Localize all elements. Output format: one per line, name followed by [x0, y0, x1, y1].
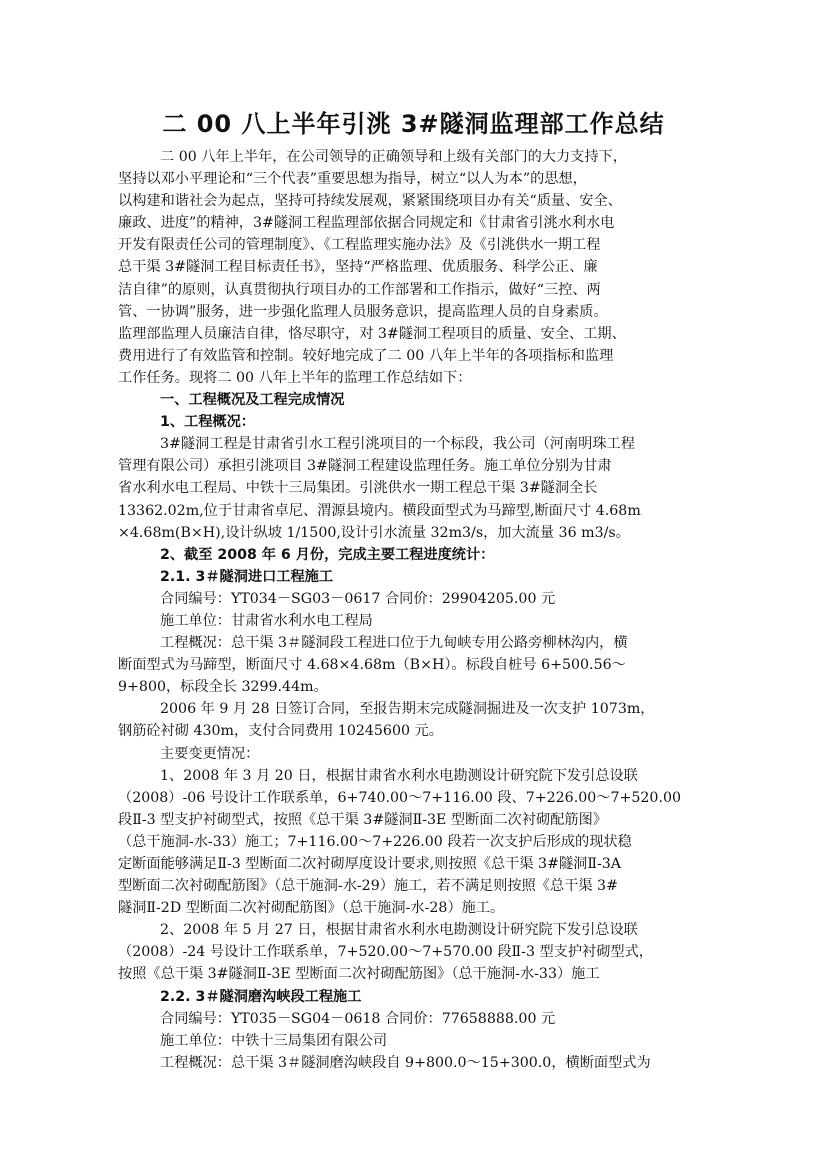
section-heading-line: 一、工程概况及工程完成情况 — [160, 392, 345, 409]
paragraph-line: 总干渠 3#隧洞工程目标责任书》，坚持“严格监理、优质服务、科学公正、廉 — [118, 259, 598, 276]
section-heading-line: 2、截至 2008 年 6 月份，完成主要工程进度统计： — [160, 546, 495, 563]
paragraph-line: 洁自律”的原则，认真贯彻执行项目办的工作部署和工作指示，做好“三控、两 — [118, 281, 601, 298]
paragraph-line: 按照《总干渠 3#隧洞Ⅱ-3E 型断面二次衬砌配筋图》（总干施洞-水-33）施工 — [118, 966, 600, 983]
paragraph-line: 型断面二次衬砌配筋图》（总干施洞-水-29）施工，若不满足则按照《总干渠 3# — [118, 878, 618, 895]
paragraph-line: 3#隧洞工程是甘肃省引水工程引洮项目的一个标段，我公司（河南明珠工程 — [160, 436, 635, 453]
paragraph-line: 定断面能够满足Ⅱ-3 型断面二次衬砌厚度设计要求,则按照《总干渠 3#隧洞Ⅱ-3A — [118, 856, 622, 872]
paragraph-line: 管、一协调”服务，进一步强化监理人员服务意识，提高监理人员的自身素质。 — [118, 303, 608, 320]
paragraph-line: 合同编号：YT034－SG03－0617 合同价：29904205.00 元 — [160, 590, 556, 607]
paragraph-line: 13362.02m,位于甘肃省卓尼、渭源县境内。横段面型式为马蹄型,断面尺寸 4.68m — [118, 502, 641, 519]
section-heading-line: 2.1. 3＃隧洞进口工程施工 — [160, 568, 334, 585]
paragraph-line: 施工单位：中铁十三局集团有限公司 — [160, 1032, 388, 1049]
paragraph-line: 9+800，标段全长 3299.44m。 — [118, 679, 328, 696]
paragraph-line: 工作任务。现将二 00 八年上半年的监理工作总结如下： — [118, 369, 472, 386]
paragraph-line: 隧洞Ⅱ-2D 型断面二次衬砌配筋图》（总干施洞-水-28）施工。 — [118, 900, 505, 917]
paragraph-line: 施工单位：甘肃省水利水电工程局 — [160, 612, 373, 629]
paragraph-line: 坚持以邓小平理论和“三个代表”重要思想为指导，树立“以人为本”的思想， — [118, 171, 587, 188]
section-heading-line: 2.2. 3＃隧洞磨沟峡段工程施工 — [160, 988, 362, 1005]
paragraph-line: 省水利水电工程局、中铁十三局集团。引洮供水一期工程总干渠 3#隧洞全长 — [118, 480, 598, 497]
section-heading-line: 1、工程概况： — [160, 414, 255, 431]
paragraph-line: 合同编号：YT035－SG04－0618 合同价：77658888.00 元 — [160, 1010, 556, 1027]
paragraph-line: 二 00 八年上半年，在公司领导的正确领导和上级有关部门的大力支持下， — [160, 149, 627, 165]
paragraph-line: 钢筋砼衬砌 430m，支付合同费用 10245600 元。 — [118, 723, 443, 740]
paragraph-line: 廉政、进度”的精神，3#隧洞工程监理部依据合同规定和《甘肃省引洮水利水电 — [118, 215, 615, 232]
paragraph-line: 1、2008 年 3 月 20 日，根据甘肃省水利水电勘测设计研究院下发引总设联 — [160, 767, 638, 784]
document-body — [118, 146, 710, 1074]
paragraph-line: 2、2008 年 5 月 27 日，根据甘肃省水利水电勘测设计研究院下发引总设联 — [160, 922, 638, 939]
paragraph-line: 工程概况：总干渠 3＃隧洞段工程进口位于九甸峡专用公路旁柳林沟内，横 — [160, 635, 628, 652]
paragraph-line: （2008）-24 号设计工作联系单，7+520.00～7+570.00 段Ⅱ-3 型支护衬砌型式， — [118, 944, 653, 961]
paragraph-line: 费用进行了有效监管和控制。较好地完成了二 00 八年上半年的各项指标和监理 — [118, 347, 614, 364]
paragraph-line: 监理部监理人员廉洁自律，恪尽职守，对 3#隧洞工程项目的质量、安全、工期、 — [118, 325, 626, 342]
paragraph-line: 2006 年 9 月 28 日签订合同，至报告期末完成隧洞掘进及一次支护 1073m， — [160, 701, 655, 718]
document-title: 二 00 八上半年引洮 3#隧洞监理部工作总结 — [162, 110, 665, 138]
paragraph-line: 工程概况：总干渠 3＃隧洞磨沟峡段自 9+800.0～15+300.0，横断面型式为 — [160, 1054, 651, 1071]
paragraph-line: （2008）-06 号设计工作联系单，6+740.00～7+116.00 段、7+226.00～7+520.00 — [118, 789, 682, 806]
paragraph-line: 管理有限公司）承担引洮项目 3#隧洞工程建设监理任务。施工单位分别为甘肃 — [118, 458, 612, 475]
paragraph-line: 段Ⅱ-3 型支护衬砌型式，按照《总干渠 3#隧洞Ⅱ-3E 型断面二次衬砌配筋图》 — [118, 811, 607, 828]
paragraph-line: 主要变更情况： — [160, 745, 260, 762]
paragraph-line: 断面型式为马蹄型，断面尺寸 4.68×4.68m（B×H）。标段自桩号 6+500.56～ — [118, 657, 626, 674]
paragraph-line: 开发有限责任公司的管理制度》、《工程监理实施办法》及《引洮供水一期工程 — [118, 237, 601, 254]
paragraph-line: ×4.68m(B×H),设计纵坡 1/1500,设计引水流量 32m3/s，加大流量 36 m3/s。 — [118, 524, 630, 541]
paragraph-line: （总干施洞-水-33）施工；7+116.00～7+226.00 段若一次支护后形成的现状稳 — [118, 833, 632, 850]
paragraph-line: 以构建和谐社会为起点，坚持可持续发展观，紧紧围绕项目办有关“质量、安全、 — [118, 193, 622, 210]
